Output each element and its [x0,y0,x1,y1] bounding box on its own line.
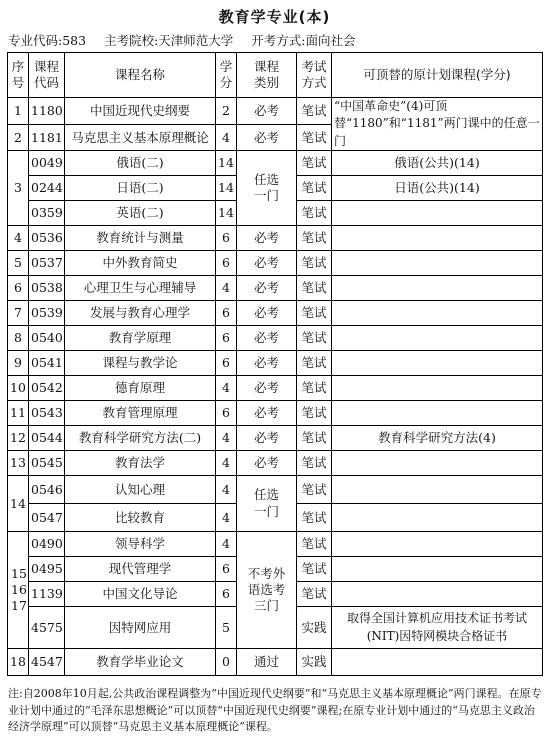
row-name: 教育法学 [65,451,216,476]
row-type: 必考 [237,451,297,476]
row-credit: 2 [216,98,237,125]
table-row [8,376,543,401]
row-code: 0537 [29,251,65,276]
row-type: 必考 [237,276,297,301]
row-code: 1180 [29,98,65,125]
row-replace [332,376,543,401]
row-exam: 笔试 [297,504,332,532]
row-exam: 笔试 [297,251,332,276]
row-type: 必考 [237,326,297,351]
header-replace: 可顶替的原计划课程(学分) [332,53,543,98]
row-exam: 笔试 [297,351,332,376]
table-row [8,532,543,557]
row-credit: 14 [216,151,237,176]
page-title: 教育学专业(本) [218,8,331,26]
table-row [8,251,543,276]
table-row [8,451,543,476]
row-code: 0544 [29,426,65,451]
footnote: 注:自2008年10月起,公共政治课程调整为“中国近现代史纲要”和“马克思主义基本原理概论”两门课程。在原专业计划中通过的“毛泽东思想概论”可以顶替“中国近现代史纲要”课程;在原专业计划中通过的“马克思主义政治经济学原理”可以顶替“马克思主义基本原理概论”课程。 [8,687,542,733]
row-code: 4575 [29,607,65,649]
row-seq: 8 [8,326,29,351]
row-credit: 14 [216,201,237,226]
row-credit: 6 [216,251,237,276]
table-row [8,401,543,426]
header-type: 课程类别 [237,53,297,98]
row-code: 1139 [29,582,65,607]
row-name: 中外教育简史 [65,251,216,276]
row-replace [332,532,543,557]
row-name: 俄语(二) [65,151,216,176]
row-replace [332,226,543,251]
row-credit: 14 [216,176,237,201]
row-credit: 4 [216,532,237,557]
row-name: 英语(二) [65,201,216,226]
row-seq: 12 [8,426,29,451]
row-name: 心理卫生与心理辅导 [65,276,216,301]
row-credit: 4 [216,276,237,301]
row-replace [332,557,543,582]
row-name: 中国文化导论 [65,582,216,607]
row-exam: 笔试 [297,376,332,401]
table-row [8,351,543,376]
row-credit: 0 [216,649,237,676]
row-exam: 笔试 [297,276,332,301]
row-credit: 6 [216,557,237,582]
row-type: 必考 [237,124,297,151]
table-row [8,649,543,676]
row-name: 教育科学研究方法(二) [65,426,216,451]
program-code: 专业代码:583 [8,33,87,48]
row-seq: 1 [8,98,29,125]
row-exam: 笔试 [297,451,332,476]
row-exam: 笔试 [297,98,332,125]
course-table [7,52,543,676]
row-credit: 4 [216,504,237,532]
row-exam: 笔试 [297,476,332,504]
row-seq: 3 [8,151,29,226]
row-type: 必考 [237,376,297,401]
header-credit: 学分 [216,53,237,98]
row-credit: 6 [216,226,237,251]
row-replace [332,451,543,476]
row-replace [332,649,543,676]
row-code: 0359 [29,201,65,226]
row-name: 认知心理 [65,476,216,504]
row-seq: 5 [8,251,29,276]
row-code: 0541 [29,351,65,376]
row-credit: 6 [216,326,237,351]
row-replace: 教育科学研究方法(4) [332,426,543,451]
table-row [8,276,543,301]
table-row [8,476,543,504]
row-replace [332,582,543,607]
row-replace: 俄语(公共)(14) [332,151,543,176]
row-exam: 实践 [297,649,332,676]
row-exam: 笔试 [297,582,332,607]
row-replace [332,251,543,276]
row-seq: 18 [8,649,29,676]
row-seq: 11 [8,401,29,426]
row-replace [332,476,543,504]
table-row [8,98,543,125]
row-code: 0495 [29,557,65,582]
row-type: 任选一门 [237,476,297,532]
row-code: 0547 [29,504,65,532]
row-name: 马克思主义基本原理概论 [65,124,216,151]
row-type: 必考 [237,351,297,376]
row-code: 0540 [29,326,65,351]
header-seq: 序号 [8,53,29,98]
row-credit: 6 [216,401,237,426]
header-code: 课程代码 [29,53,65,98]
row-code: 0538 [29,276,65,301]
row-exam: 笔试 [297,201,332,226]
row-exam: 笔试 [297,557,332,582]
row-exam: 笔试 [297,226,332,251]
row-type: 必考 [237,251,297,276]
row-type: 必考 [237,426,297,451]
row-replace [332,401,543,426]
row-name: 教育学毕业论文 [65,649,216,676]
row-replace [332,201,543,226]
row-seq: 7 [8,301,29,326]
row-exam: 笔试 [297,301,332,326]
row-replace [332,276,543,301]
row-exam: 笔试 [297,326,332,351]
row-replace [332,351,543,376]
row-replace: 日语(公共)(14) [332,176,543,201]
row-name: 领导科学 [65,532,216,557]
row-credit: 4 [216,376,237,401]
row-code: 0539 [29,301,65,326]
row-seq: 13 [8,451,29,476]
row-credit: 4 [216,451,237,476]
row-code: 0545 [29,451,65,476]
row-seq: 4 [8,226,29,251]
row-code: 0543 [29,401,65,426]
row-seq: 2 [8,124,29,151]
row-code: 0490 [29,532,65,557]
row-name: 教育统计与测量 [65,226,216,251]
table-header-row [8,53,543,98]
program-meta [8,31,543,49]
row-type: 必考 [237,401,297,426]
row-exam: 笔试 [297,124,332,151]
row-exam: 笔试 [297,401,332,426]
row-type: 必考 [237,98,297,125]
table-row [8,151,543,176]
row-type: 必考 [237,301,297,326]
row-exam: 笔试 [297,426,332,451]
row-exam: 实践 [297,607,332,649]
header-name: 课程名称 [65,53,216,98]
exam-school: 主考院校:天津师范大学 [104,33,234,48]
row-type: 必考 [237,226,297,251]
row-code: 0542 [29,376,65,401]
row-credit: 6 [216,351,237,376]
table-row [8,226,543,251]
row-code: 4547 [29,649,65,676]
row-replace: 取得全国计算机应用技术证书考试(NIT)因特网模块合格证书 [332,607,543,649]
row-credit: 5 [216,607,237,649]
row-exam: 笔试 [297,176,332,201]
row-code: 0546 [29,476,65,504]
row-name: 教育学原理 [65,326,216,351]
row-type: 不考外语选考三门 [237,532,297,649]
row-name: 日语(二) [65,176,216,201]
row-seq: 10 [8,376,29,401]
exam-mode: 开考方式:面向社会 [251,33,356,48]
row-credit: 6 [216,301,237,326]
row-exam: 笔试 [297,532,332,557]
table-row [8,426,543,451]
row-replace [332,301,543,326]
row-code: 0244 [29,176,65,201]
row-name: 比较教育 [65,504,216,532]
row-credit: 6 [216,582,237,607]
table-row [8,301,543,326]
row-exam: 笔试 [297,151,332,176]
row-credit: 4 [216,476,237,504]
row-type: 任选一门 [237,151,297,226]
row-code: 1181 [29,124,65,151]
header-exam: 考试方式 [297,53,332,98]
row-seq: 6 [8,276,29,301]
row-replace [332,504,543,532]
row-name: 教育管理原理 [65,401,216,426]
row-seq: 15 16 17 [8,532,29,649]
row-replace: “中国革命史”(4)可顶替“1180”和“1181”两门课中的任意一门 [332,98,543,151]
table-row [8,326,543,351]
row-seq: 9 [8,351,29,376]
row-name: 德育原理 [65,376,216,401]
row-name: 现代管理学 [65,557,216,582]
row-seq: 14 [8,476,29,532]
row-credit: 4 [216,426,237,451]
row-name: 发展与教育心理学 [65,301,216,326]
row-code: 0049 [29,151,65,176]
row-credit: 4 [216,124,237,151]
row-code: 0536 [29,226,65,251]
row-name: 因特网应用 [65,607,216,649]
row-replace [332,326,543,351]
row-name: 中国近现代史纲要 [65,98,216,125]
row-type: 通过 [237,649,297,676]
row-name: 课程与教学论 [65,351,216,376]
